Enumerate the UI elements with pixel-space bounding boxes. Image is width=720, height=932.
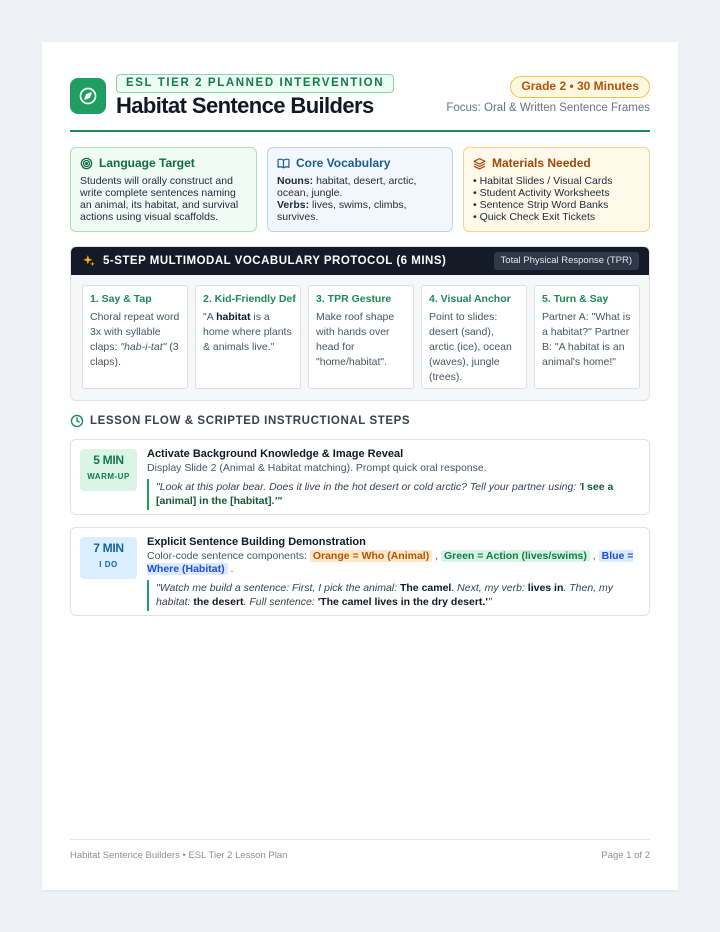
step-text bbox=[203, 310, 293, 355]
focus-subtitle: Focus: Oral & Written Sentence Frames bbox=[446, 102, 650, 114]
vocab-word: habitat bbox=[216, 311, 251, 323]
step-text bbox=[90, 310, 180, 370]
full-sentence: 'The camel lives in the dry desert.' bbox=[317, 596, 488, 608]
description-text: Color-code sentence components: bbox=[147, 550, 310, 562]
lesson-step-body bbox=[147, 448, 639, 510]
core-vocabulary-card bbox=[267, 147, 453, 232]
tpr-tag: Total Physical Response (TPR) bbox=[494, 252, 639, 270]
compass-icon bbox=[70, 78, 106, 114]
protocol-steps bbox=[82, 285, 638, 390]
nouns-list: habitat, desert, arctic, ocean, jungle. bbox=[277, 175, 417, 199]
step-text-part: (3 claps). bbox=[90, 341, 179, 368]
step-text: Make roof shape with hands over head for "home/habitat". bbox=[316, 311, 395, 368]
list-item: • Habitat Slides / Visual Cards bbox=[473, 175, 613, 187]
step-text-part: Choral repeat word 3x with syllable claps: bbox=[90, 311, 180, 353]
vocabulary-text bbox=[277, 175, 443, 223]
step-title: 3. TPR Gesture bbox=[316, 293, 392, 305]
core-vocabulary-title: Core Vocabulary bbox=[296, 156, 391, 170]
quote-emphasis: The camel bbox=[399, 582, 452, 594]
language-target-card bbox=[70, 147, 257, 232]
quote-text: '" bbox=[274, 495, 282, 507]
materials-heading bbox=[473, 156, 640, 170]
layers-icon bbox=[473, 157, 486, 170]
quote-text: . Then, my habitat: bbox=[156, 582, 613, 608]
page-title: Habitat Sentence Builders bbox=[116, 93, 374, 118]
core-vocabulary-heading bbox=[277, 156, 443, 170]
protocol-step-visual-anchor bbox=[421, 285, 527, 389]
lesson-step-description: Color-code sentence components: Orange = Who (Animal) , Green = Action (lives/swims) , Blue = Where (Habitat) . bbox=[147, 550, 634, 575]
protocol-step-say-tap bbox=[82, 285, 188, 389]
header-divider bbox=[70, 130, 650, 132]
list-item: • Student Activity Worksheets bbox=[473, 187, 610, 199]
lesson-step-title: Explicit Sentence Building Demonstration bbox=[147, 536, 366, 548]
step-text-part: is a home where plants & animals live." bbox=[203, 311, 292, 353]
sparkle-icon bbox=[82, 254, 96, 268]
quote-emphasis: lives in bbox=[527, 582, 564, 594]
target-icon bbox=[80, 157, 93, 170]
eyebrow-label: ESL TIER 2 PLANNED INTERVENTION bbox=[116, 74, 394, 93]
verbs-list: lives, swims, climbs, survives. bbox=[277, 199, 407, 223]
book-icon bbox=[277, 157, 290, 170]
lesson-step-i-do bbox=[70, 527, 650, 616]
scripted-quote bbox=[147, 479, 639, 510]
phase-label: I DO bbox=[99, 560, 118, 569]
protocol-step-tpr bbox=[308, 285, 414, 389]
lesson-step-title: Activate Background Knowledge & Image Reveal bbox=[147, 448, 404, 460]
time-duration: 7 MIN bbox=[93, 541, 124, 555]
vocabulary-protocol-panel bbox=[70, 246, 650, 401]
protocol-header bbox=[71, 247, 649, 275]
footer-divider bbox=[70, 839, 650, 840]
language-target-text: Students will orally construct and write complete sentences naming an animal, its habitat, and survival actions using visual scaffolds. bbox=[80, 175, 239, 223]
protocol-step-definition bbox=[195, 285, 301, 389]
quote-text: . Next, my verb: bbox=[451, 582, 528, 594]
color-code-orange: Orange = Who (Animal) bbox=[310, 550, 432, 562]
lesson-step-description: Display Slide 2 (Animal & Habitat matching). Prompt quick oral response. bbox=[147, 462, 487, 474]
scripted-quote bbox=[147, 580, 639, 611]
lesson-flow-title: LESSON FLOW & SCRIPTED INSTRUCTIONAL STEPS bbox=[90, 415, 411, 427]
time-duration: 5 MIN bbox=[93, 453, 124, 467]
step-title: 5. Turn & Say bbox=[542, 293, 609, 305]
list-item: • Quick Check Exit Tickets bbox=[473, 211, 596, 223]
quote-text: " bbox=[487, 596, 492, 608]
quote-text: "Look at this polar bear. Does it live in the hot desert or cold arctic? Tell your partner using: ' bbox=[156, 481, 582, 493]
lesson-step-warm-up bbox=[70, 439, 650, 515]
lesson-plan-page bbox=[42, 42, 678, 890]
clock-icon bbox=[70, 414, 84, 428]
grade-badge: Grade 2 • 30 Minutes bbox=[510, 76, 650, 98]
lesson-flow-heading bbox=[70, 414, 410, 428]
footer-document-title: Habitat Sentence Builders • ESL Tier 2 Lesson Plan bbox=[70, 850, 288, 861]
time-badge bbox=[80, 537, 137, 579]
lesson-step-body bbox=[147, 536, 639, 611]
color-code-blue: Blue = Where (Habitat) bbox=[147, 550, 634, 575]
document-header bbox=[70, 74, 650, 132]
quote-text: "Watch me build a sentence: First, I pick the animal: bbox=[156, 582, 400, 594]
page-number: Page 1 of 2 bbox=[601, 850, 650, 861]
language-target-heading bbox=[80, 156, 247, 170]
step-title: 2. Kid-Friendly Def bbox=[203, 293, 296, 305]
step-text: Point to slides: desert (sand), arctic (ice), ocean (waves), jungle (trees). bbox=[429, 311, 512, 383]
language-target-title: Language Target bbox=[99, 156, 195, 170]
sentence-frame: I see a [animal] in the [habitat]. bbox=[156, 481, 614, 507]
step-text: Partner A: "What is a habitat?" Partner B: "A habitat is an animal's home!" bbox=[542, 311, 631, 368]
quote-text: . Full sentence: bbox=[243, 596, 318, 608]
protocol-title: 5-STEP MULTIMODAL VOCABULARY PROTOCOL (6 MINS) bbox=[103, 255, 447, 267]
quote-emphasis: the desert bbox=[193, 596, 244, 608]
verbs-label: Verbs: bbox=[277, 199, 310, 211]
step-text-part: "A bbox=[203, 311, 217, 323]
protocol-step-turn-say bbox=[534, 285, 640, 389]
time-badge bbox=[80, 449, 137, 491]
materials-list bbox=[473, 175, 640, 223]
nouns-label: Nouns: bbox=[277, 175, 314, 187]
syllable-claps: "hab-i-tat" bbox=[120, 341, 167, 353]
materials-title: Materials Needed bbox=[492, 156, 591, 170]
phase-label: WARM-UP bbox=[87, 472, 130, 481]
step-title: 1. Say & Tap bbox=[90, 293, 152, 305]
materials-card bbox=[463, 147, 650, 232]
step-title: 4. Visual Anchor bbox=[429, 293, 511, 305]
color-code-green: Green = Action (lives/swims) bbox=[441, 550, 590, 562]
list-item: • Sentence Strip Word Banks bbox=[473, 199, 609, 211]
